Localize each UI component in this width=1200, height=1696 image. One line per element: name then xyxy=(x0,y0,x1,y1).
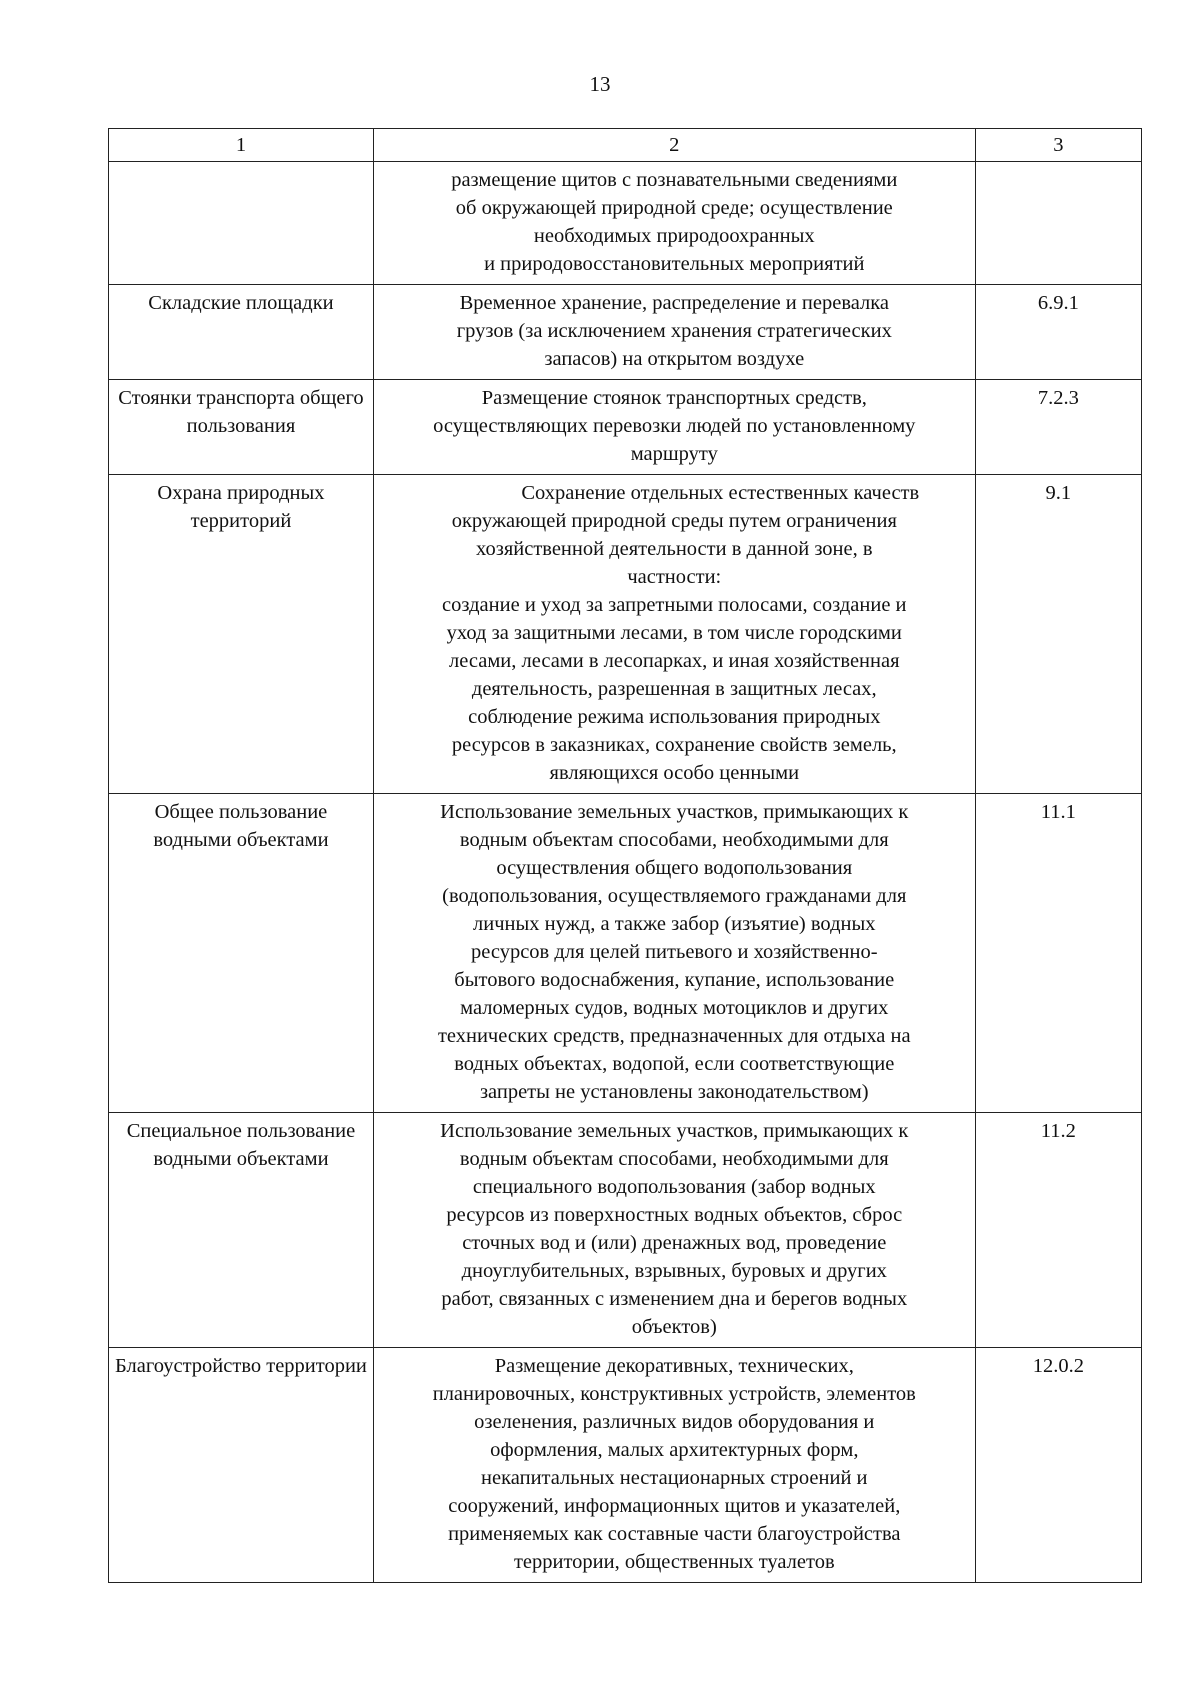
use-type-code: 11.2 xyxy=(975,1113,1141,1348)
description-line: осуществляющих перевозки людей по установленному xyxy=(433,415,916,437)
use-type-name: Общее пользование водными объектами xyxy=(109,794,374,1113)
description-line: и природовосстановительных мероприятий xyxy=(484,253,865,275)
description-line: частности: xyxy=(627,566,722,588)
table-row xyxy=(109,380,1142,475)
use-type-description xyxy=(373,1113,975,1348)
description-line: являющихся особо ценными xyxy=(549,762,800,784)
description-line: Использование земельных участков, примыкающих к xyxy=(440,1120,909,1142)
use-type-code: 6.9.1 xyxy=(975,285,1141,380)
use-type-code: 11.1 xyxy=(975,794,1141,1113)
use-type-code: 7.2.3 xyxy=(975,380,1141,475)
description-line: запреты не установлены законодательством) xyxy=(479,1081,869,1103)
use-type-code: 12.0.2 xyxy=(975,1348,1141,1583)
description-line: создание и уход за запретными полосами, создание и xyxy=(442,594,907,616)
description-line: личных нужд, а также забор (изъятие) водных xyxy=(473,913,876,935)
description-line: окружающей природной среды путем ограничения xyxy=(451,510,897,532)
table-body xyxy=(109,162,1142,1583)
page-number: 13 xyxy=(589,72,611,96)
description-line: специального водопользования (забор водных xyxy=(472,1176,876,1198)
description-line: лесами, лесами в лесопарках, и иная хозяйственная xyxy=(449,650,900,672)
description-line: бытового водоснабжения, купание, использование xyxy=(454,969,895,991)
table-row xyxy=(109,1113,1142,1348)
description-line: некапитальных нестационарных строений и xyxy=(481,1467,868,1489)
table-row xyxy=(109,285,1142,380)
description-line: ресурсов для целей питьевого и хозяйственно- xyxy=(471,941,878,963)
description-line: водных объектах, водопой, если соответствующие xyxy=(454,1053,895,1075)
use-type-name: Охрана природных территорий xyxy=(109,475,374,794)
description-line: Размещение декоративных, технических, xyxy=(494,1355,854,1377)
column-header-3: 3 xyxy=(975,129,1141,162)
description-line: маршруту xyxy=(630,443,718,465)
table-row xyxy=(109,794,1142,1113)
description-line: оформления, малых архитектурных форм, xyxy=(490,1439,859,1461)
land-use-table xyxy=(108,128,1142,1583)
description-line: дноуглубительных, взрывных, буровых и других xyxy=(461,1260,887,1282)
description-line: запасов) на открытом воздухе xyxy=(544,348,805,370)
column-header-1: 1 xyxy=(109,129,374,162)
use-type-description xyxy=(373,162,975,285)
use-type-name: Складские площадки xyxy=(109,285,374,380)
table-header-row xyxy=(109,129,1142,162)
description-line: Сохранение отдельных естественных качеств xyxy=(521,482,920,504)
use-type-name: Стоянки транспорта общего пользования xyxy=(109,380,374,475)
description-line: хозяйственной деятельности в данной зоне, в xyxy=(476,538,873,560)
use-type-description xyxy=(373,1348,975,1583)
use-type-name: Специальное пользование водными объектами xyxy=(109,1113,374,1348)
description-line: необходимых природоохранных xyxy=(533,225,815,247)
description-line: ресурсов в заказниках, сохранение свойств земель, xyxy=(451,734,897,756)
description-line: осуществления общего водопользования xyxy=(496,857,853,879)
description-line: озеленения, различных видов оборудования и xyxy=(474,1411,875,1433)
description-line: сточных вод и (или) дренажных вод, проведение xyxy=(462,1232,887,1254)
description-line: водным объектам способами, необходимыми для xyxy=(459,1148,889,1170)
description-line: уход за защитными лесами, в том числе городскими xyxy=(446,622,902,644)
table-row xyxy=(109,162,1142,285)
description-line: соблюдение режима использования природных xyxy=(468,706,881,728)
description-line: (водопользования, осуществляемого гражданами для xyxy=(442,885,907,907)
use-type-code: 9.1 xyxy=(975,475,1141,794)
description-line: технических средств, предназначенных для отдыха на xyxy=(437,1025,911,1047)
use-type-code xyxy=(975,162,1141,285)
description-line: водным объектам способами, необходимыми для xyxy=(459,829,889,851)
description-line: Размещение стоянок транспортных средств, xyxy=(481,387,867,409)
use-type-description xyxy=(373,285,975,380)
use-type-name xyxy=(109,162,374,285)
description-line: объектов) xyxy=(631,1316,717,1338)
use-type-description xyxy=(373,794,975,1113)
description-line: работ, связанных с изменением дна и берегов водных xyxy=(441,1288,908,1310)
use-type-description xyxy=(373,380,975,475)
description-line: сооружений, информационных щитов и указателей, xyxy=(448,1495,901,1517)
use-type-name: Благоустройство территории xyxy=(109,1348,374,1583)
description-line: территории, общественных туалетов xyxy=(513,1551,835,1573)
description-line: деятельность, разрешенная в защитных лесах, xyxy=(471,678,877,700)
description-line: размещение щитов с познавательными сведениями xyxy=(451,169,898,191)
use-type-description xyxy=(373,475,975,794)
description-line: грузов (за исключением хранения стратегических xyxy=(456,320,892,342)
description-line: Временное хранение, распределение и перевалка xyxy=(459,292,889,314)
column-header-2: 2 xyxy=(373,129,975,162)
table-row xyxy=(109,1348,1142,1583)
table-row xyxy=(109,475,1142,794)
description-line: применяемых как составные части благоустройства xyxy=(448,1523,901,1545)
description-line: Использование земельных участков, примыкающих к xyxy=(440,801,909,823)
description-line: планировочных, конструктивных устройств, элементов xyxy=(432,1383,916,1405)
description-line: об окружающей природной среде; осуществление xyxy=(455,197,893,219)
description-line: ресурсов из поверхностных водных объектов, сброс xyxy=(446,1204,903,1226)
description-line: маломерных судов, водных мотоциклов и других xyxy=(460,997,889,1019)
